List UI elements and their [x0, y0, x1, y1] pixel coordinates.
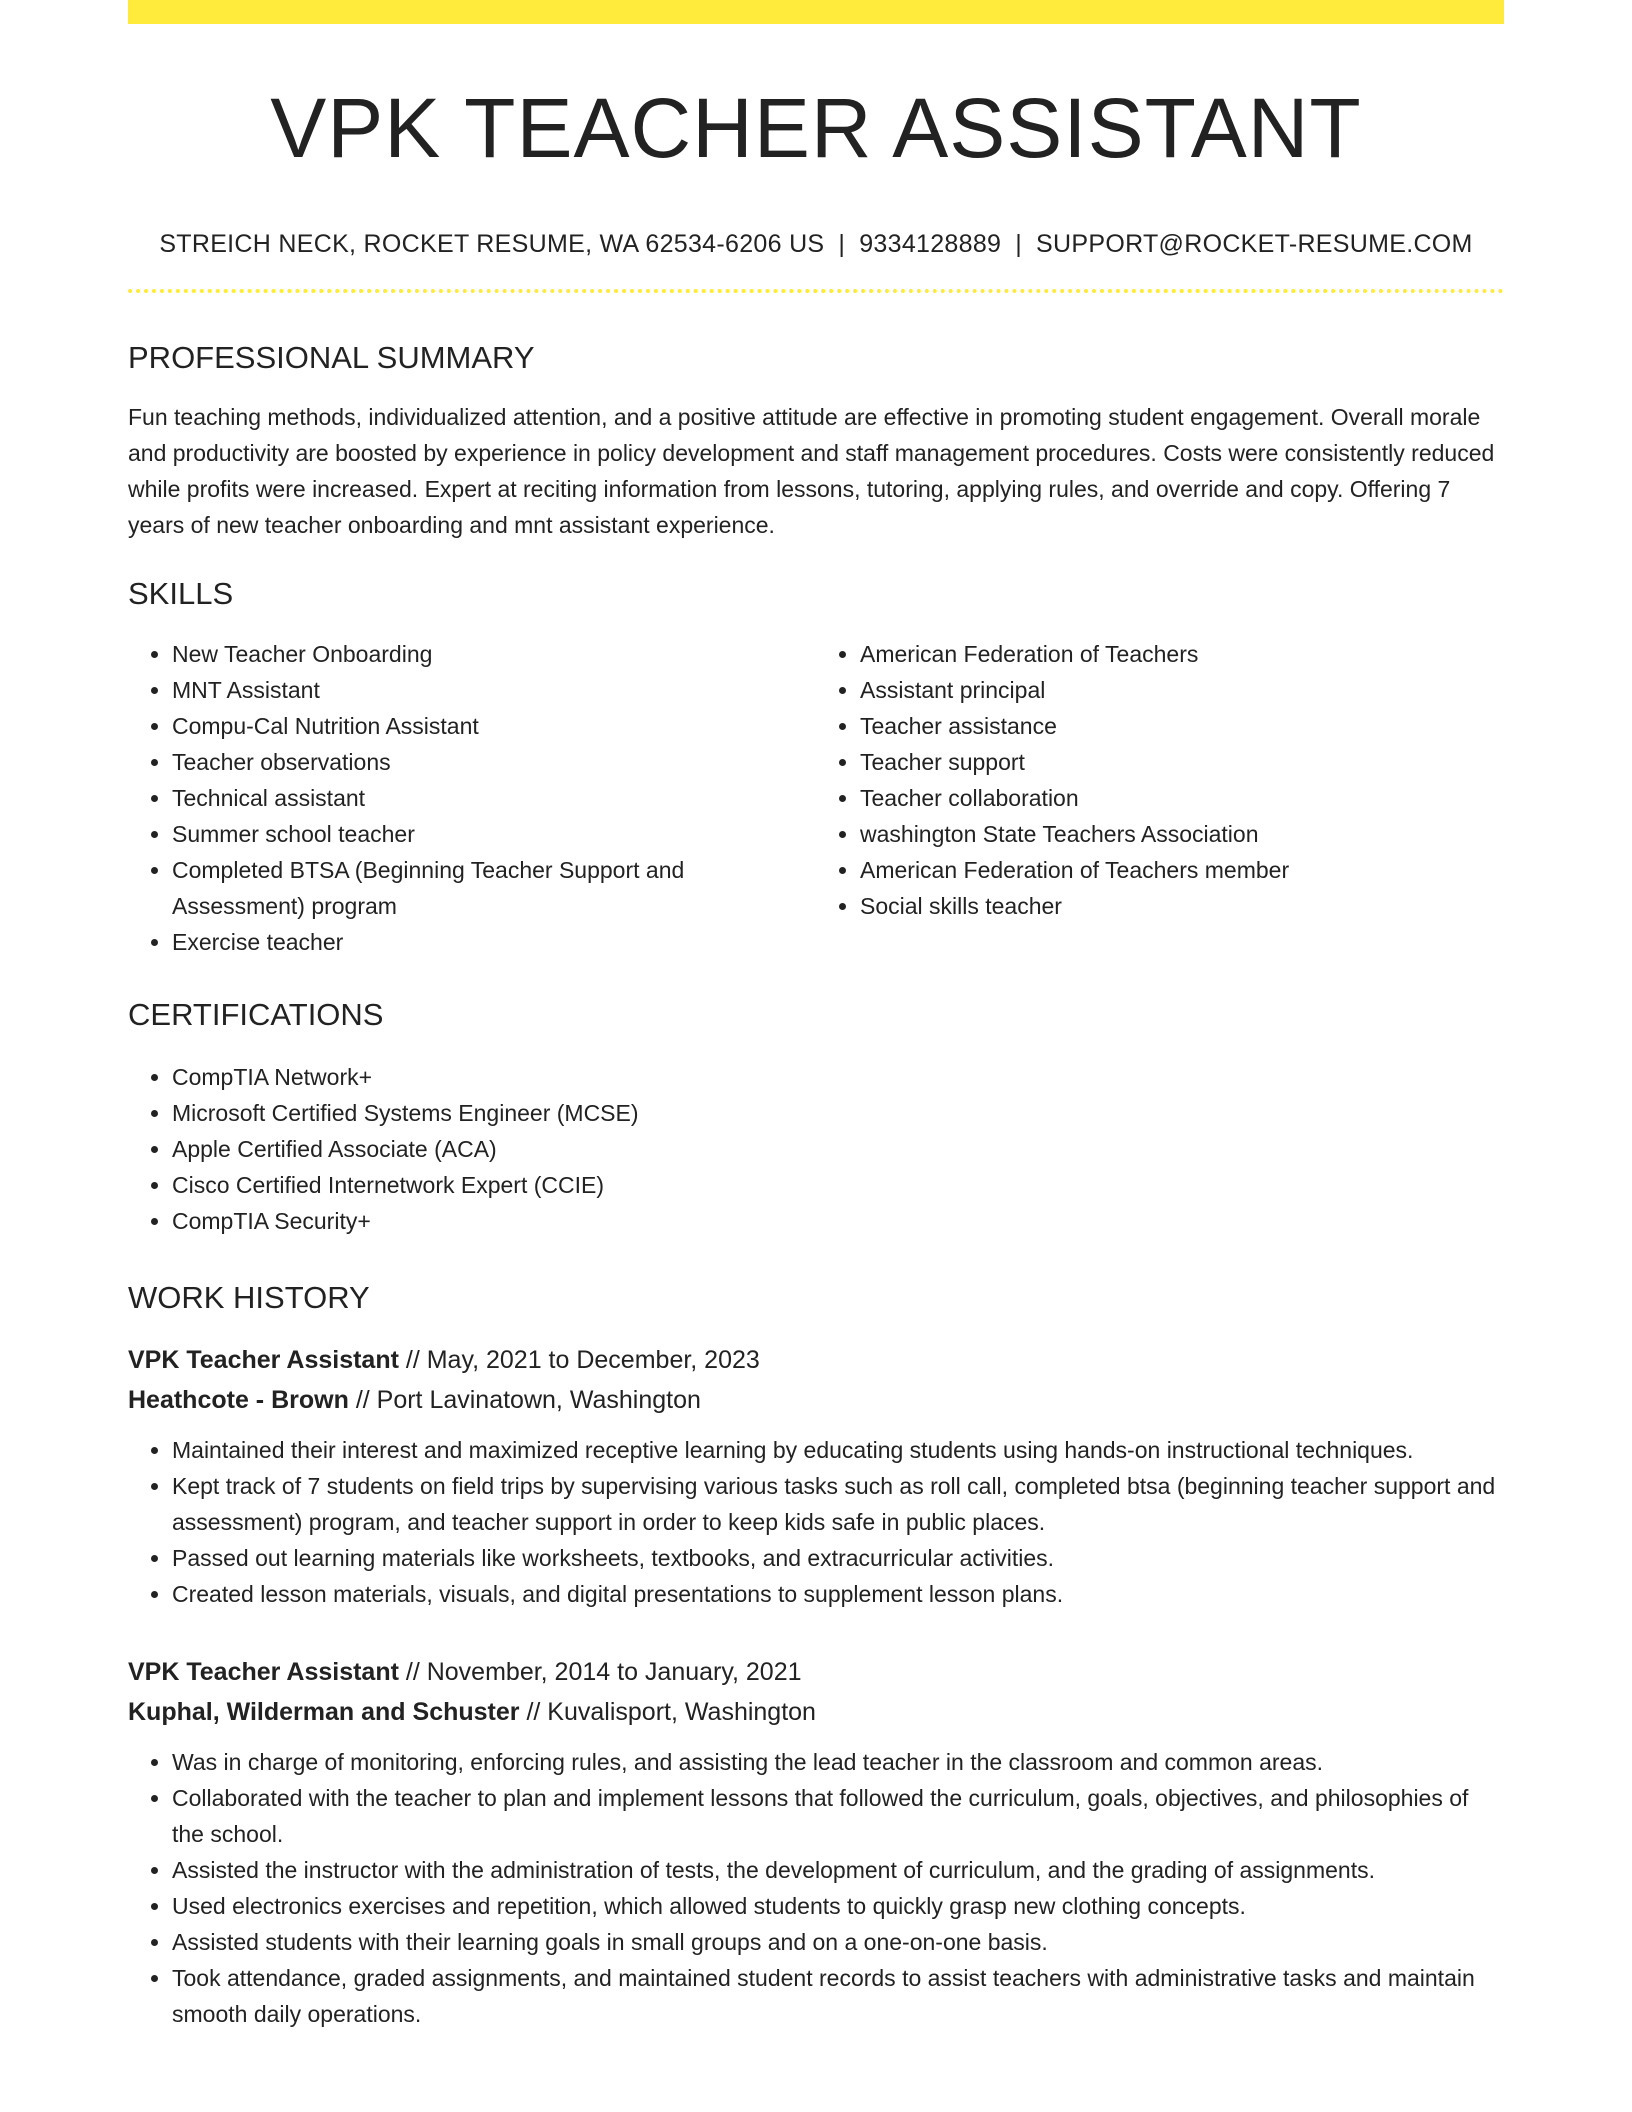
contact-separator: |	[838, 230, 846, 259]
skill-item: • Assistant principal	[860, 672, 1504, 708]
skill-item: • American Federation of Teachers member	[860, 852, 1504, 888]
candidate-name: VPK TEACHER ASSISTANT	[270, 81, 1362, 175]
certification-item: • Cisco Certified Internetwork Expert (CCIE)	[172, 1167, 1504, 1203]
certification-item: • CompTIA Security+	[172, 1203, 1504, 1239]
skill-item: • Summer school teacher	[172, 816, 816, 852]
job-role-line	[128, 1340, 1504, 1380]
section-title-skills: SKILLS	[128, 575, 234, 611]
job-dates: // May, 2021 to December, 2023	[405, 1346, 760, 1375]
skill-item: • Completed BTSA (Beginning Teacher Support and Assessment) program	[172, 852, 816, 924]
job-bullets	[128, 1432, 1504, 1612]
skill-item: • Compu-Cal Nutrition Assistant	[172, 708, 816, 744]
phone: 9334128889	[859, 230, 1002, 259]
email: SUPPORT@ROCKET-RESUME.COM	[1036, 230, 1473, 259]
contact-separator: |	[1015, 230, 1023, 259]
skill-item: • Teacher support	[860, 744, 1504, 780]
skill-item: • Exercise teacher	[172, 924, 816, 960]
resume-page	[128, 0, 1504, 2032]
section-title-summary: PROFESSIONAL SUMMARY	[128, 340, 535, 376]
job-role-line	[128, 1652, 1504, 1692]
job-bullet: • Kept track of 7 students on field trips by supervising various tasks such as roll call, completed btsa (beginning teacher support and assessment) program, and teacher support in order to keep kids safe in public places.	[172, 1468, 1504, 1540]
job-location: // Port Lavinatown, Washington	[355, 1386, 701, 1415]
skill-item: • American Federation of Teachers	[860, 636, 1504, 672]
job-company: Heathcote - Brown	[128, 1386, 349, 1415]
job-role: VPK Teacher Assistant	[128, 1658, 399, 1687]
certification-item: • Microsoft Certified Systems Engineer (MCSE)	[172, 1095, 1504, 1131]
job-bullet: • Used electronics exercises and repetition, which allowed students to quickly grasp new clothing concepts.	[172, 1888, 1504, 1924]
certification-item: • Apple Certified Associate (ACA)	[172, 1131, 1504, 1167]
job-bullet: • Collaborated with the teacher to plan and implement lessons that followed the curriculum, goals, objectives, and philosophies of the school.	[172, 1780, 1504, 1852]
section-title-work-history: WORK HISTORY	[128, 1279, 370, 1315]
job-bullet: • Was in charge of monitoring, enforcing rules, and assisting the lead teacher in the classroom and common areas.	[172, 1744, 1504, 1780]
job-bullets	[128, 1744, 1504, 2032]
contact-line	[128, 230, 1504, 259]
skill-item: • washington State Teachers Association	[860, 816, 1504, 852]
skills-columns	[128, 636, 1504, 960]
job-bullet: • Assisted the instructor with the administration of tests, the development of curriculum, and the grading of assignments.	[172, 1852, 1504, 1888]
skill-item: • MNT Assistant	[172, 672, 816, 708]
job-company-line	[128, 1380, 1504, 1420]
job-entry	[128, 1652, 1504, 2032]
address: STREICH NECK, ROCKET RESUME, WA 62534-6206 US	[159, 230, 825, 259]
skill-item: • Teacher observations	[172, 744, 816, 780]
skill-item: • Teacher assistance	[860, 708, 1504, 744]
job-dates: // November, 2014 to January, 2021	[405, 1658, 802, 1687]
dotted-divider	[128, 289, 1504, 293]
job-role: VPK Teacher Assistant	[128, 1346, 399, 1375]
job-bullet: • Took attendance, graded assignments, and maintained student records to assist teachers with administrative tasks and maintain smooth daily operations.	[172, 1960, 1504, 2032]
skill-item: • Social skills teacher	[860, 888, 1504, 924]
job-location: // Kuvalisport, Washington	[526, 1698, 816, 1727]
certification-item: • CompTIA Network+	[172, 1059, 1504, 1095]
job-bullet: • Assisted students with their learning goals in small groups and on a one-on-one basis.	[172, 1924, 1504, 1960]
job-entry	[128, 1340, 1504, 1612]
job-bullet: • Maintained their interest and maximized receptive learning by educating students using hands-on instructional techniques.	[172, 1432, 1504, 1468]
certifications-list	[128, 1059, 1504, 1239]
skills-list-right	[816, 636, 1504, 960]
summary-text: Fun teaching methods, individualized attention, and a positive attitude are effective in promoting student engagement. Overall morale and productivity are boosted by experience in policy development and staff management procedures. Costs were consistently reduced while profits were increased. Expert at reciting information from lessons, tutoring, applying rules, and override and copy. Offering 7 years of new teacher onboarding and mnt assistant experience.	[128, 403, 1495, 538]
job-company: Kuphal, Wilderman and Schuster	[128, 1698, 520, 1727]
skill-item: • Teacher collaboration	[860, 780, 1504, 816]
section-title-certifications: CERTIFICATIONS	[128, 996, 384, 1032]
job-bullet: • Created lesson materials, visuals, and digital presentations to supplement lesson plans.	[172, 1576, 1504, 1612]
skill-item: • Technical assistant	[172, 780, 816, 816]
skills-list-left	[128, 636, 816, 960]
skill-item: • New Teacher Onboarding	[172, 636, 816, 672]
job-bullet: • Passed out learning materials like worksheets, textbooks, and extracurricular activities.	[172, 1540, 1504, 1576]
job-company-line	[128, 1692, 1504, 1732]
accent-top-bar	[128, 0, 1504, 24]
